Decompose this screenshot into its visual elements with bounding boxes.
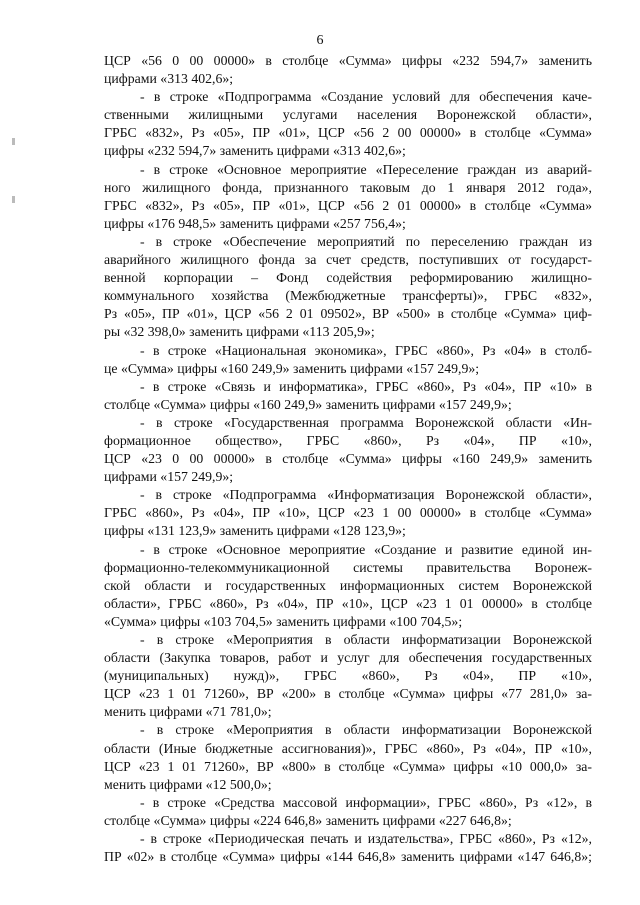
text-line: цифрами «157 249,9»;: [104, 469, 234, 485]
text-line: ЦСР «56 0 00 00000» в столбце «Сумма» цифры «232 594,7» заменить: [104, 53, 592, 68]
text-line: венной корпорации – Фонд содействия реформированию жилищно-: [104, 270, 592, 286]
text-line: цифры «232 594,7» заменить цифрами «313 402,6»;: [104, 143, 406, 159]
text-line: области», ГРБС «860», Рз «04», ПР «10», ЦСР «23 1 01 00000» в столбце: [104, 595, 592, 611]
text-line: ного жилищного фонда, признанного таковым до 1 января 2012 года»,: [104, 179, 592, 195]
text-line: коммунального хозяйства (Межбюджетные трансферты)», ГРБС «832»,: [104, 288, 592, 304]
text-line: ГРБС «832», Рз «05», ПР «01», ЦСР «56 2 00 00000» в столбце «Сумма»: [104, 125, 592, 141]
text-line: ЦСР «23 0 00 00000» в столбце «Сумма» цифры «160 249,9» заменить: [104, 451, 592, 467]
text-line: формационно-телекоммуникационной системы правительства Воронеж-: [104, 559, 592, 575]
text-line: ской области и государственных информационных систем Воронежской: [104, 577, 592, 593]
text-line: цифры «176 948,5» заменить цифрами «257 756,4»;: [104, 215, 406, 231]
text-line: столбце «Сумма» цифры «160 249,9» заменить цифрами «157 249,9»;: [104, 396, 512, 412]
scan-mark: [12, 138, 15, 145]
text-line: це «Сумма» цифры «160 249,9» заменить цифрами «157 249,9»;: [104, 360, 480, 376]
text-line: аварийного жилищного фонда за счет средств, поступивших от государст-: [104, 252, 592, 268]
text-line: менить цифрами «71 781,0»;: [104, 704, 272, 720]
text-line: цифрами «313 402,6»;: [104, 71, 234, 87]
text-line: ГРБС «860», Рз «04», ПР «10», ЦСР «23 1 00 00000» в столбце «Сумма»: [104, 505, 592, 521]
text-line: - в строке «Национальная экономика», ГРБС «860», Рз «04» в столб-: [140, 342, 592, 358]
text-line: ГРБС «832», Рз «05», ПР «01», ЦСР «56 2 01 00000» в столбце «Сумма»: [104, 197, 592, 213]
text-line: ПР «02» в столбце «Сумма» цифры «144 646,8» заменить цифрами «147 646,8»;: [104, 849, 592, 865]
text-line: - в строке «Основное мероприятие «Создание и развитие единой ин-: [140, 541, 592, 557]
text-line: столбце «Сумма» цифры «224 646,8» заменить цифрами «227 646,8»;: [104, 812, 512, 828]
page-number: 6: [316, 33, 324, 48]
text-line: менить цифрами «12 500,0»;: [104, 776, 272, 792]
scan-mark: [12, 196, 15, 203]
text-line: цифры «131 123,9» заменить цифрами «128 123,9»;: [104, 523, 406, 539]
text-line: - в строке «Государственная программа Воронежской области «Ин-: [140, 414, 592, 430]
text-line: Рз «05», ПР «01», ЦСР «56 2 01 09502», ВР «500» в столбце «Сумма» циф-: [104, 306, 592, 322]
text-line: области (Закупка товаров, работ и услуг для обеспечения государственных: [104, 650, 592, 666]
text-line: (муниципальных) нужд)», ГРБС «860», Рз «04», ПР «10»,: [104, 668, 592, 684]
text-line: ЦСР «23 1 01 71260», ВР «800» в столбце «Сумма» цифры «10 000,0» за-: [104, 758, 592, 774]
text-line: ЦСР «23 1 01 71260», ВР «200» в столбце «Сумма» цифры «77 281,0» за-: [104, 686, 592, 702]
text-line: - в строке «Обеспечение мероприятий по переселению граждан из: [140, 233, 592, 249]
text-line: формационное общество», ГРБС «860», Рз «04», ПР «10»,: [104, 432, 592, 448]
text-line: - в строке «Подпрограмма «Информатизация Воронежской области»,: [140, 487, 592, 503]
text-line: ственными жилищными услугами населения Воронежской области»,: [104, 107, 592, 123]
text-line: - в строке «Основное мероприятие «Переселение граждан из аварий-: [140, 161, 592, 177]
text-line: области (Иные бюджетные ассигнования)», ГРБС «860», Рз «04», ПР «10»,: [104, 740, 592, 756]
text-line: - в строке «Средства массовой информации», ГРБС «860», Рз «12», в: [140, 794, 592, 810]
text-line: - в строке «Периодическая печать и издательства», ГРБС «860», Рз «12»,: [140, 831, 592, 847]
text-line: «Сумма» цифры «103 704,5» заменить цифрами «100 704,5»;: [104, 613, 463, 629]
text-line: - в строке «Подпрограмма «Создание условий для обеспечения каче-: [140, 89, 592, 105]
text-line: - в строке «Мероприятия в области информатизации Воронежской: [140, 722, 592, 738]
document-body: [104, 52, 592, 866]
text-line: ры «32 398,0» заменить цифрами «113 205,9»;: [104, 324, 375, 340]
text-line: - в строке «Связь и информатика», ГРБС «860», Рз «04», ПР «10» в: [140, 378, 592, 394]
text-line: - в строке «Мероприятия в области информатизации Воронежской: [140, 632, 592, 647]
